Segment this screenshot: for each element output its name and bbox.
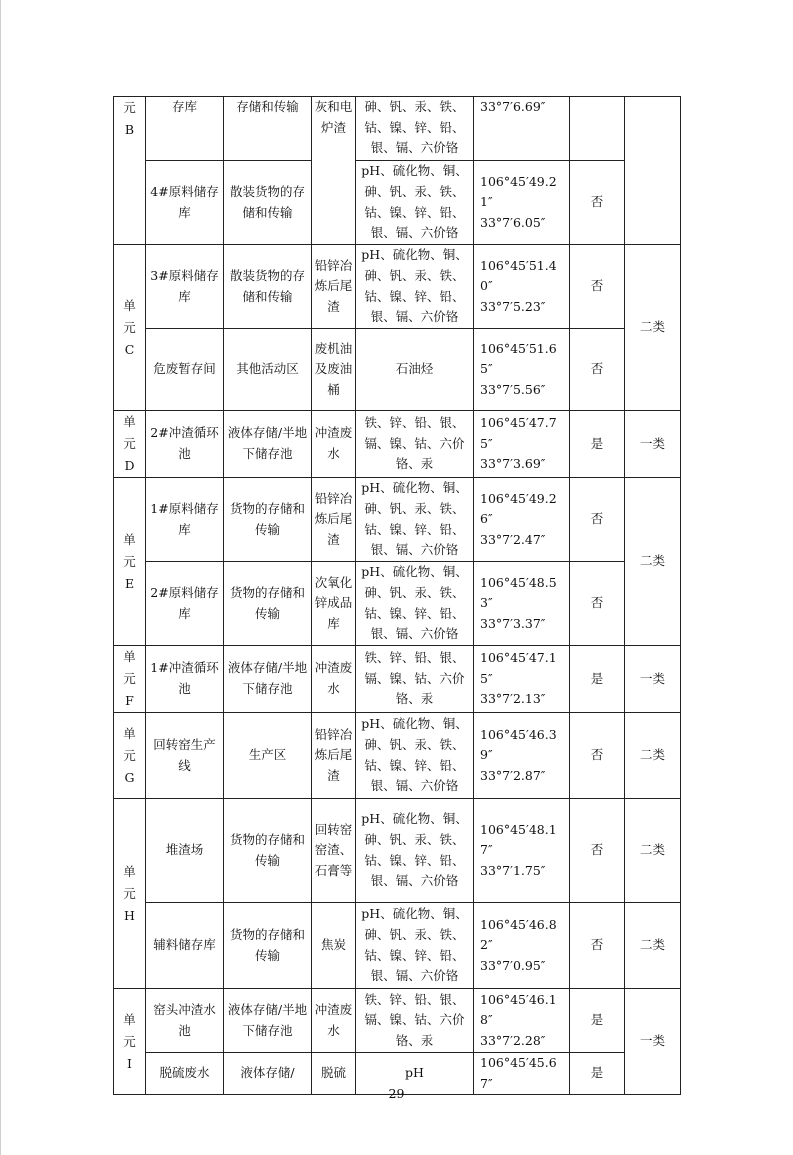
page-edge-line bbox=[0, 0, 1, 1155]
underground-cell: 否 bbox=[570, 245, 625, 329]
activity-cell: 液体存储/ bbox=[224, 1053, 312, 1095]
material-cell: 铅锌冶炼后尾渣 bbox=[312, 478, 356, 562]
table-row bbox=[114, 903, 681, 989]
category-cell: 二类 bbox=[625, 245, 681, 411]
unit-label-text: 单 元 C bbox=[123, 297, 136, 357]
soil-monitoring-unit-table bbox=[113, 96, 681, 1095]
underground-cell: 否 bbox=[570, 562, 625, 646]
facility-cell: 4#原料储存库 bbox=[146, 161, 224, 245]
activity-cell: 液体存储/半地下储存池 bbox=[224, 646, 312, 713]
facility-cell: 堆渣场 bbox=[146, 799, 224, 903]
category-cell-b bbox=[625, 97, 681, 245]
table-row bbox=[114, 161, 681, 245]
category-cell: 二类 bbox=[625, 903, 681, 989]
pollutant-cell: 铁、锌、铅、银、镉、镍、钴、六价铬、汞 bbox=[356, 411, 474, 478]
material-cell: 冲渣废水 bbox=[312, 646, 356, 713]
coordinate-cell: 106°45′46.82″ 33°7′0.95″ bbox=[474, 903, 570, 989]
activity-cell: 液体存储/半地下储存池 bbox=[224, 411, 312, 478]
material-cell: 脱硫 bbox=[312, 1053, 356, 1095]
material-cell: 冲渣废水 bbox=[312, 411, 356, 478]
unit-b-label bbox=[114, 97, 146, 245]
material-cell: 焦炭 bbox=[312, 903, 356, 989]
pollutant-cell: pH bbox=[356, 1053, 474, 1095]
category-cell: 二类 bbox=[625, 799, 681, 903]
facility-cell: 回转窑生产线 bbox=[146, 713, 224, 799]
unit-label-text: 单 元 I bbox=[123, 1011, 136, 1071]
facility-cell: 危废暂存间 bbox=[146, 329, 224, 411]
unit-label-text: 元 B bbox=[123, 100, 136, 137]
material-cell: 铅锌冶炼后尾渣 bbox=[312, 713, 356, 799]
activity-cell: 货物的存储和传输 bbox=[224, 478, 312, 562]
pollutant-cell: pH、硫化物、铜、砷、钒、汞、铁、钴、镍、锌、铅、银、镉、六价铬 bbox=[356, 478, 474, 562]
facility-cell: 2#冲渣循环池 bbox=[146, 411, 224, 478]
material-cell: 铅锌冶炼后尾渣 bbox=[312, 245, 356, 329]
pollutant-cell: 石油烃 bbox=[356, 329, 474, 411]
pollutant-cell: pH、硫化物、铜、砷、钒、汞、铁、钴、镍、锌、铅、银、镉、六价铬 bbox=[356, 713, 474, 799]
category-cell: 一类 bbox=[625, 646, 681, 713]
facility-cell: 脱硫废水 bbox=[146, 1053, 224, 1095]
coordinate-cell: 106°45′45.67″ bbox=[474, 1053, 570, 1095]
coordinate-cell: 106°45′47.15″ 33°7′2.13″ bbox=[474, 646, 570, 713]
unit-label-text: 单 元 D bbox=[123, 414, 136, 473]
activity-cell: 货物的存储和传输 bbox=[224, 903, 312, 989]
unit-d-label bbox=[114, 411, 146, 478]
coordinate-cell: 33°7′6.69″ bbox=[474, 97, 570, 161]
table-row bbox=[114, 478, 681, 562]
pollutant-cell: pH、硫化物、铜、砷、钒、汞、铁、钴、镍、锌、铅、银、镉、六价铬 bbox=[356, 245, 474, 329]
category-cell: 二类 bbox=[625, 713, 681, 799]
table-row bbox=[114, 411, 681, 478]
pollutant-cell: pH、硫化物、铜、砷、钒、汞、铁、钴、镍、锌、铅、银、镉、六价铬 bbox=[356, 562, 474, 646]
pollutant-cell: 砷、钒、汞、铁、钴、镍、锌、铅、银、镉、六价铬 bbox=[356, 97, 474, 161]
activity-cell: 其他活动区 bbox=[224, 329, 312, 411]
facility-cell: 2#原料储存库 bbox=[146, 562, 224, 646]
table-row bbox=[114, 562, 681, 646]
table-row bbox=[114, 646, 681, 713]
unit-i-label bbox=[114, 989, 146, 1095]
activity-cell: 货物的存储和传输 bbox=[224, 799, 312, 903]
activity-cell: 散装货物的存储和传输 bbox=[224, 161, 312, 245]
underground-cell: 是 bbox=[570, 646, 625, 713]
unit-e-label bbox=[114, 478, 146, 646]
table-row bbox=[114, 97, 681, 161]
activity-cell: 存储和传输 bbox=[224, 97, 312, 161]
underground-cell: 否 bbox=[570, 713, 625, 799]
pollutant-cell: 铁、锌、铅、银、镉、镍、钴、六价铬、汞 bbox=[356, 646, 474, 713]
table-row bbox=[114, 245, 681, 329]
material-cell: 次氧化锌成品库 bbox=[312, 562, 356, 646]
category-cell: 一类 bbox=[625, 989, 681, 1095]
coordinate-cell: 106°45′48.53″ 33°7′3.37″ bbox=[474, 562, 570, 646]
pollutant-cell: pH、硫化物、铜、砷、钒、汞、铁、钴、镍、锌、铅、银、镉、六价铬 bbox=[356, 799, 474, 903]
underground-cell: 否 bbox=[570, 478, 625, 562]
unit-label-text: 单 元 E bbox=[123, 531, 136, 591]
coordinate-cell: 106°45′49.21″ 33°7′6.05″ bbox=[474, 161, 570, 245]
underground-cell: 否 bbox=[570, 161, 625, 245]
activity-cell: 散装货物的存储和传输 bbox=[224, 245, 312, 329]
coordinate-cell: 106°45′49.26″ 33°7′2.47″ bbox=[474, 478, 570, 562]
unit-label-text: 单 元 F bbox=[123, 649, 136, 708]
pollutant-cell: pH、硫化物、铜、砷、钒、汞、铁、钴、镍、锌、铅、银、镉、六价铬 bbox=[356, 903, 474, 989]
coordinate-cell: 106°45′51.65″ 33°7′5.56″ bbox=[474, 329, 570, 411]
activity-cell: 货物的存储和传输 bbox=[224, 562, 312, 646]
coordinate-cell: 106°45′46.18″ 33°7′2.28″ bbox=[474, 989, 570, 1053]
unit-f-label bbox=[114, 646, 146, 713]
facility-cell: 1#原料储存库 bbox=[146, 478, 224, 562]
material-cell: 回转窑窑渣、石膏等 bbox=[312, 799, 356, 903]
underground-cell: 是 bbox=[570, 411, 625, 478]
activity-cell: 液体存储/半地下储存池 bbox=[224, 989, 312, 1053]
pollutant-cell: pH、硫化物、铜、砷、钒、汞、铁、钴、镍、锌、铅、银、镉、六价铬 bbox=[356, 161, 474, 245]
page-number: 29 bbox=[388, 1086, 405, 1101]
facility-cell: 1#冲渣循环池 bbox=[146, 646, 224, 713]
facility-cell: 辅料储存库 bbox=[146, 903, 224, 989]
unit-label-text: 单 元 H bbox=[123, 863, 136, 923]
coordinate-cell: 106°45′46.39″ 33°7′2.87″ bbox=[474, 713, 570, 799]
material-cell: 冲渣废水 bbox=[312, 989, 356, 1053]
underground-cell: 否 bbox=[570, 903, 625, 989]
pollutant-cell: 铁、锌、铅、银、镉、镍、钴、六价铬、汞 bbox=[356, 989, 474, 1053]
unit-label-text: 单 元 G bbox=[123, 725, 136, 785]
coordinate-cell: 106°45′47.75″ 33°7′3.69″ bbox=[474, 411, 570, 478]
unit-g-label bbox=[114, 713, 146, 799]
unit-c-label bbox=[114, 245, 146, 411]
facility-cell: 3#原料储存库 bbox=[146, 245, 224, 329]
facility-cell: 存库 bbox=[146, 97, 224, 161]
material-cell: 废机油及废油桶 bbox=[312, 329, 356, 411]
unit-h-label bbox=[114, 799, 146, 989]
table-row bbox=[114, 713, 681, 799]
coordinate-cell: 106°45′51.40″ 33°7′5.23″ bbox=[474, 245, 570, 329]
underground-cell: 否 bbox=[570, 329, 625, 411]
facility-cell: 窑头冲渣水池 bbox=[146, 989, 224, 1053]
activity-cell: 生产区 bbox=[224, 713, 312, 799]
underground-cell: 是 bbox=[570, 989, 625, 1053]
coordinate-cell: 106°45′48.17″ 33°7′1.75″ bbox=[474, 799, 570, 903]
category-cell: 一类 bbox=[625, 411, 681, 478]
underground-cell: 否 bbox=[570, 799, 625, 903]
underground-cell: 是 bbox=[570, 1053, 625, 1095]
table-row bbox=[114, 329, 681, 411]
underground-cell bbox=[570, 97, 625, 161]
table-row bbox=[114, 989, 681, 1053]
material-cell: 灰和电炉渣 bbox=[312, 97, 356, 245]
category-cell: 二类 bbox=[625, 478, 681, 646]
table-row bbox=[114, 799, 681, 903]
